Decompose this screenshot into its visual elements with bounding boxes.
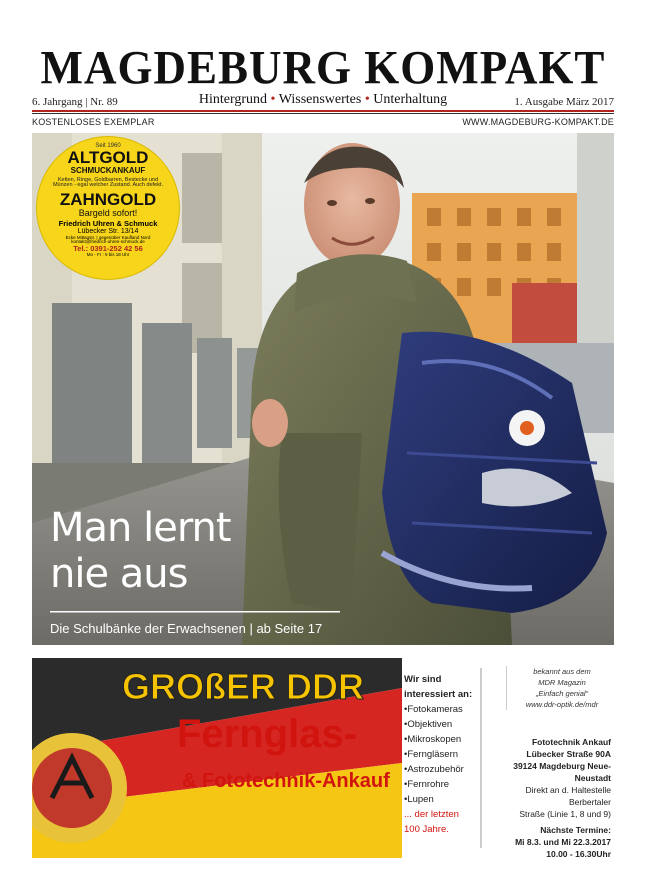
ddr-ad-banner [32, 658, 614, 858]
ad-interest-item: •Lupen [404, 794, 434, 805]
ad-interest-item: •Ferngläsern [404, 749, 459, 760]
badge-sub: Bargeld sofort! [78, 207, 138, 218]
free-copy-label: KOSTENLOSES EXEMPLAR [32, 117, 155, 127]
ad-interest-item-label: Mikroskopen [407, 734, 462, 745]
ad-dates: Mi 8.3. und Mi 22.3.2017 [515, 837, 611, 847]
badge-text: Ketten, Ringe, Goldbarren, Bestecke und Münzen - egal welcher Zustand. Auch defekt. [52, 176, 164, 189]
ad-company: Fototechnik Ankauf [531, 737, 611, 747]
ad-direction: Direkt an d. Haltestelle Berbertaler [525, 785, 611, 807]
gold-ad-badge [37, 137, 179, 279]
badge-since: Seit 1960 [95, 143, 121, 149]
cover-subheadline: Die Schulbänke der Erwachsenen | ab Seite 17 [50, 621, 323, 636]
ad-interest-item-label: Objektiven [407, 719, 453, 730]
issue-date: 1. Ausgabe März 2017 [514, 96, 614, 108]
badge-headline: ALTGOLD [67, 148, 149, 168]
masthead-rule-thin [32, 113, 614, 114]
tagline-sep: • [270, 92, 276, 107]
tagline-part: Wissenswertes [278, 92, 362, 107]
ad-interest-item-label: Fernrohre [407, 779, 450, 790]
website-link[interactable]: WWW.MAGDEBURG-KOMPAKT.DE [462, 117, 614, 127]
badge-company: Friedrich Uhren & Schmuck [58, 219, 158, 229]
masthead-title: MAGDEBURG KOMPAKT [40, 41, 606, 95]
ad-interest-tail: 100 Jahre. [404, 824, 449, 835]
ad-known-box [506, 666, 614, 710]
badge-hours: Mo - Fr : 9 bis 18 Uhr [86, 251, 130, 257]
ad-street: Lübecker Straße 90A [526, 749, 611, 759]
ad-title-3: & Fototechnik-Ankauf [182, 770, 390, 792]
badge-phone: Tel.: 0391-252 42 56 [73, 244, 143, 253]
ad-interest-title: Wir sind interessiert an: [404, 674, 473, 700]
masthead-rule [32, 110, 614, 112]
tagline-sep: • [364, 92, 370, 107]
ad-direction: Straße (Linie 1, 8 und 9) [519, 809, 611, 819]
ad-title: GROßER DDR [122, 666, 364, 707]
ad-interest-item: •Astrozubehör [404, 764, 464, 775]
ad-dates-title: Nächste Termine: [540, 825, 611, 835]
tagline-part: Unterhaltung [373, 92, 448, 107]
ad-interest-item: •Fernrohre [404, 779, 450, 790]
ad-known-line: MDR Magazin [538, 678, 586, 687]
ad-city: 39124 Magdeburg Neue-Neustadt [513, 761, 611, 783]
ad-interest-item-label: Astrozubehör [407, 764, 464, 775]
badge-sub: SCHMUCKANKAUF [70, 166, 146, 176]
badge-headline: ZAHNGOLD [59, 190, 157, 210]
cover-headline-line: nie aus [50, 551, 188, 597]
ad-interest-item: •Mikroskopen [404, 734, 462, 745]
ad-interest-item-label: Lupen [407, 794, 434, 805]
ad-title-2: Fernglas- [177, 712, 358, 756]
ad-interest-tail: ... der letzten [404, 809, 459, 820]
ad-interest-item-label: Ferngläsern [407, 749, 459, 760]
cover-headline [50, 505, 231, 597]
ad-known-link[interactable]: www.ddr-optik.de/mdr [525, 700, 599, 709]
badge-street: Lübecker Str. 13/14 [77, 228, 139, 236]
issue-number: 6. Jahrgang | Nr. 89 [32, 96, 118, 108]
ad-interest-list [404, 672, 482, 837]
badge-location: Ecke Mittagstr. | gegenüber Kaufland Nord [65, 234, 151, 240]
ad-interest-item-label: Fotokameras [407, 704, 463, 715]
ad-known-line: „Einfach genial“ [535, 689, 589, 698]
badge-email: kontakt@friedrich-uhren-schmuck.de [71, 239, 145, 245]
ad-interest-item: •Objektiven [404, 719, 453, 730]
ad-address [487, 736, 611, 858]
cover-headline-line: Man lernt [50, 505, 231, 551]
ad-time: 10.00 - 16.30Uhr [546, 849, 611, 858]
ad-known-line: bekannt aus dem [533, 667, 591, 676]
ad-interest-item: •Fotokameras [404, 704, 463, 715]
tagline-part: Hintergrund [198, 92, 268, 107]
